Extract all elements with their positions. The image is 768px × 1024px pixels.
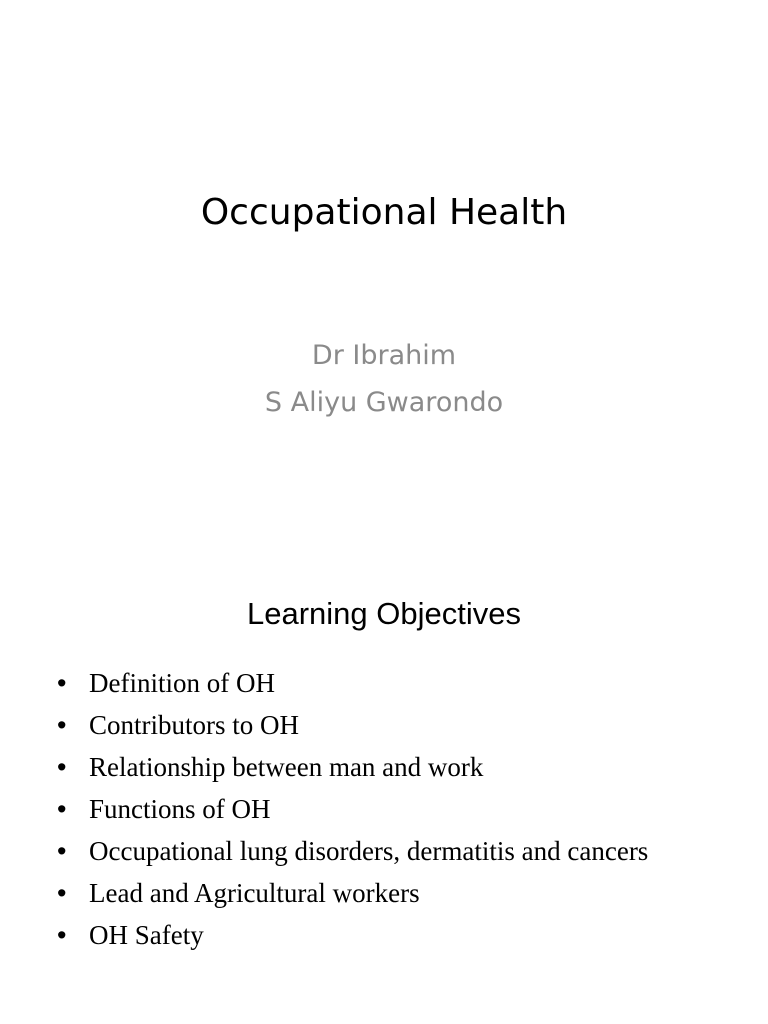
slide-subtitle xyxy=(0,332,768,426)
list-item xyxy=(56,918,656,953)
list-item-text: Relationship between man and work xyxy=(89,752,484,782)
bullet-icon: • xyxy=(57,710,67,740)
list-item-text: Functions of OH xyxy=(89,794,271,824)
author-line-2: S Aliyu Gwarondo xyxy=(264,387,504,418)
list-item xyxy=(56,792,656,827)
list-item-text: Occupational lung disorders, dermatitis and cancers xyxy=(89,836,649,866)
list-item-text: OH Safety xyxy=(89,920,204,950)
list-item-text: Definition of OH xyxy=(89,668,275,698)
objectives-list xyxy=(56,666,656,960)
list-item-text: Lead and Agricultural workers xyxy=(89,878,420,908)
bullet-icon: • xyxy=(57,878,67,908)
author-line-1: Dr Ibrahim xyxy=(311,340,457,371)
list-item xyxy=(56,876,656,911)
list-item xyxy=(56,666,656,701)
bullet-icon: • xyxy=(57,668,67,698)
list-item xyxy=(56,834,656,869)
list-item-text: Contributors to OH xyxy=(89,710,300,740)
bullet-icon: • xyxy=(57,794,67,824)
bullet-icon: • xyxy=(57,836,67,866)
objectives-title: Learning Objectives xyxy=(247,596,521,631)
list-item xyxy=(56,750,656,785)
bullet-icon: • xyxy=(57,752,67,782)
list-item xyxy=(56,708,656,743)
slide-title: Occupational Health xyxy=(200,192,568,233)
objectives-slide xyxy=(0,512,768,1024)
bullet-icon: • xyxy=(57,920,67,950)
